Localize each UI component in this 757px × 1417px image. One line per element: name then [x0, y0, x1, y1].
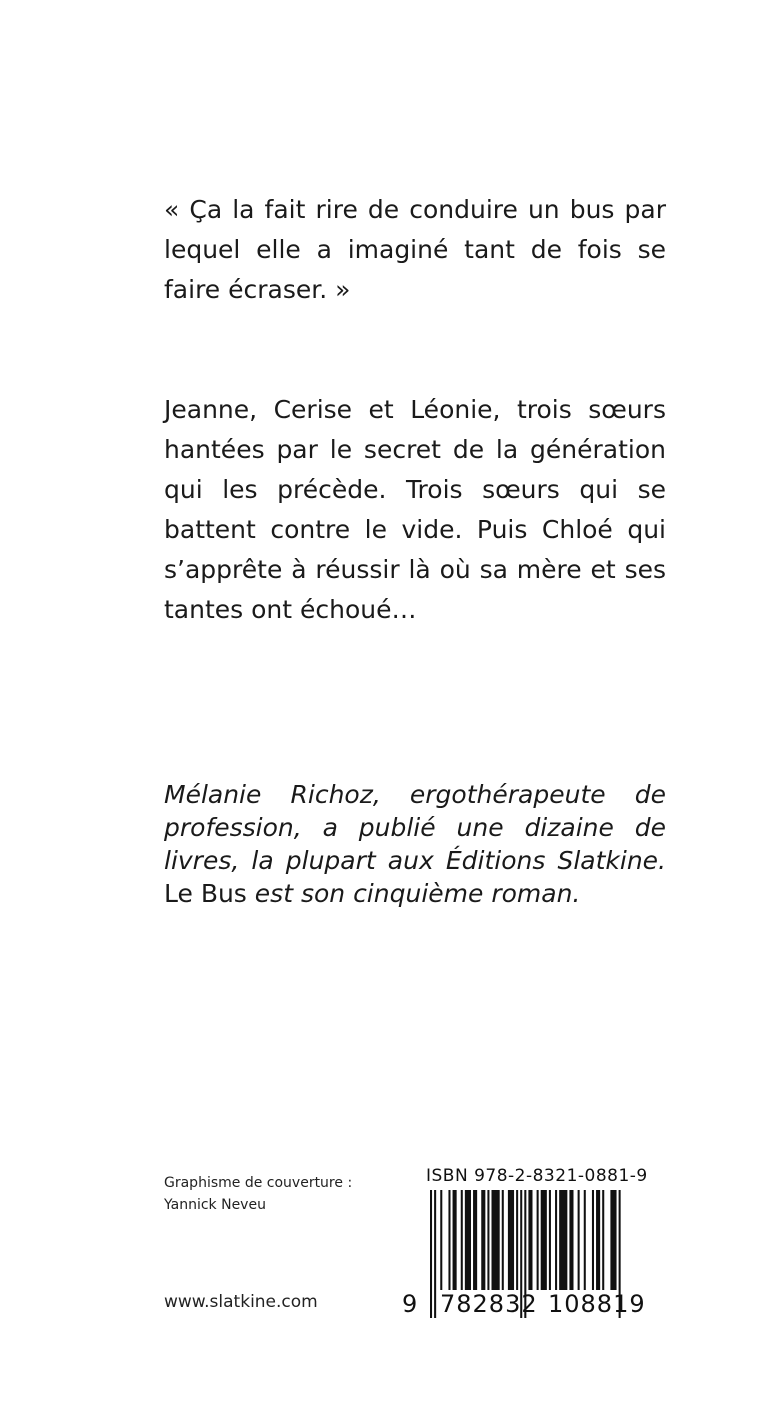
barcode-bar [502, 1190, 504, 1290]
barcode-bar [516, 1190, 518, 1290]
barcode-bar [448, 1190, 450, 1290]
barcode-bar [528, 1190, 532, 1290]
barcode-digits-left: 782832 [440, 1290, 538, 1318]
barcode-bar [596, 1190, 600, 1290]
barcode-bar [453, 1190, 457, 1290]
author-bio [164, 778, 666, 910]
author-bio-ending: est son cinquième roman. [254, 879, 581, 908]
barcode-bar [610, 1190, 616, 1290]
barcode-bar [537, 1190, 539, 1290]
barcode-bar [549, 1190, 551, 1290]
author-bio-text: Mélanie Richoz, ergothérapeute de profession, a publié une dizaine de livres, la plupart aux Éditions Slatkine. [164, 780, 666, 875]
barcode-bar [602, 1190, 604, 1290]
barcode-bar [592, 1190, 594, 1290]
credits-label: Graphisme de couverture : [164, 1175, 353, 1191]
barcode-bar [492, 1190, 500, 1290]
barcode-bar [473, 1190, 477, 1290]
barcode-bar [508, 1190, 514, 1290]
book-title: Le Bus [164, 879, 255, 908]
barcode-bar [461, 1190, 463, 1290]
barcode-bar [578, 1190, 580, 1290]
synopsis-paragraph: Jeanne, Cerise et Léonie, trois sœurs hantées par le secret de la génération qui les précède. Trois sœurs qui se battent contre le vide. Puis Chloé qui s’apprête à réussir là où sa mère et ses tantes ont échoué… [164, 395, 666, 624]
cover-credits [164, 1172, 352, 1216]
barcode-bar [430, 1190, 432, 1318]
barcode-bar [434, 1190, 436, 1318]
barcode-digits-right: 108819 [548, 1290, 646, 1318]
publisher-website: www.slatkine.com [164, 1292, 318, 1312]
barcode-bar [487, 1190, 489, 1290]
barcode [396, 1166, 666, 1326]
barcode-bar [569, 1190, 573, 1290]
barcode-bar [555, 1190, 557, 1290]
barcode-bar [584, 1190, 586, 1290]
back-cover-quote: « Ça la fait rire de conduire un bus par lequel elle a imaginé tant de fois se faire écraser. » [164, 195, 666, 304]
isbn-label: ISBN 978-2-8321-0881-9 [426, 1166, 648, 1186]
isbn-barcode-block [396, 1166, 666, 1326]
barcode-bar [559, 1190, 567, 1290]
barcode-bar [481, 1190, 485, 1290]
credits-designer: Yannick Neveu [164, 1197, 266, 1213]
barcode-bar [465, 1190, 471, 1290]
barcode-first-digit: 9 [402, 1290, 418, 1318]
barcode-bar [440, 1190, 442, 1290]
barcode-bar [541, 1190, 547, 1290]
